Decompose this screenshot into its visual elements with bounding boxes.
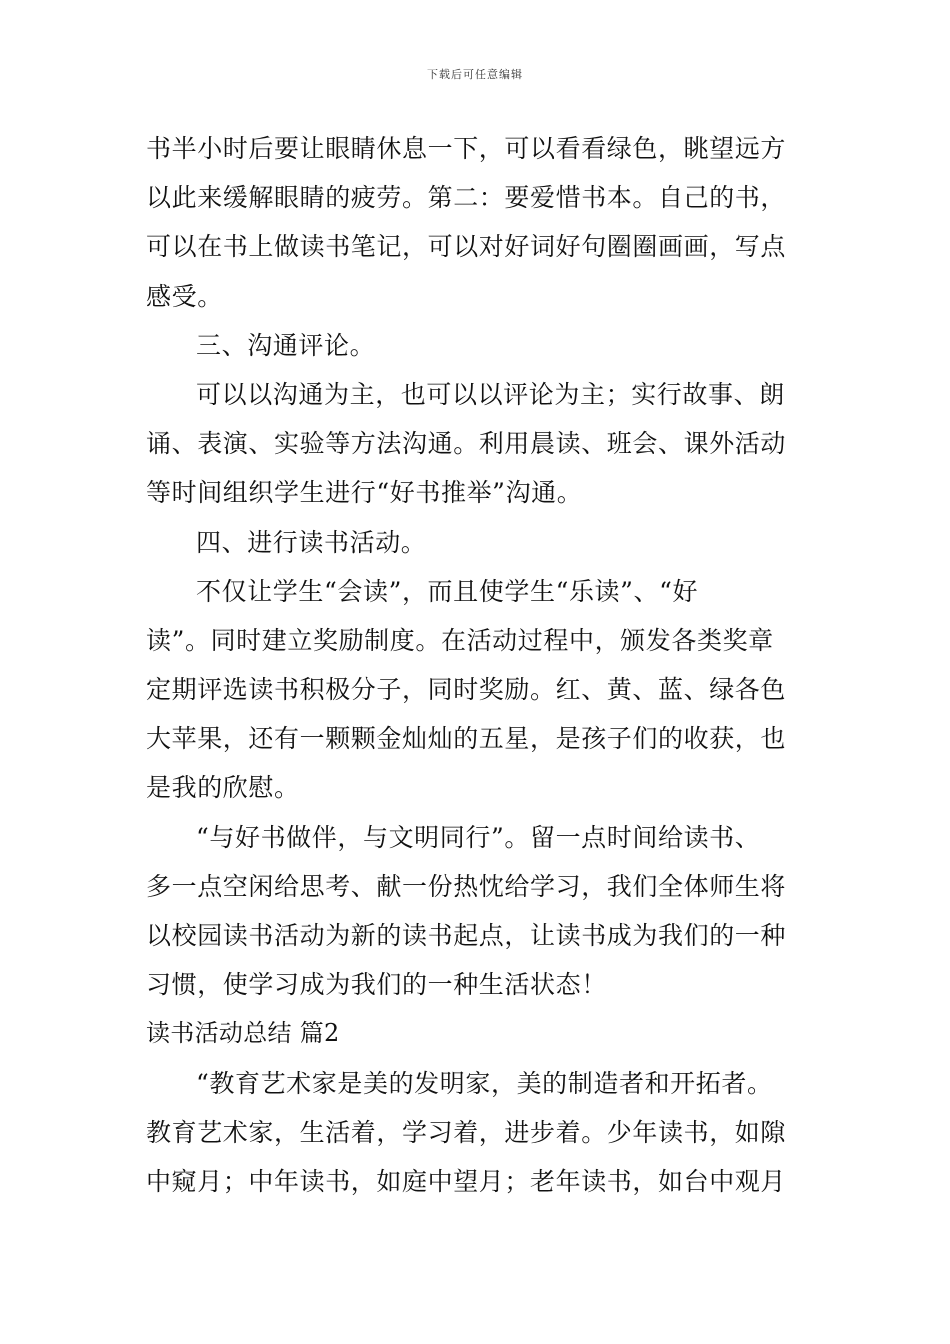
text-line: 中窥月；中年读书，如庭中望月；老年读书，如台中观月 (146, 1166, 787, 1196)
text-line: 等时间组织学生进行“好书推举”沟通。 (146, 478, 583, 508)
text-line: 以校园读书活动为新的读书起点，让读书成为我们的一种 (146, 921, 787, 950)
text-line: 可以在书上做读书笔记，可以对好词好句圈圈画画，写点 (146, 232, 787, 262)
text-line: 书半小时后要让眼睛休息一下，可以看看绿色，眺望远方 (146, 134, 787, 163)
text-line: 感受。 (146, 281, 223, 311)
text-line: “教育艺术家是美的发明家，美的制造者和开拓者。 (196, 1068, 773, 1098)
text-line: 读”。同时建立奖励制度。在活动过程中，颁发各类奖章 (146, 625, 774, 655)
document-body (146, 124, 806, 1206)
text-line: 是我的欣慰。 (146, 773, 300, 803)
text-line: 教育艺术家，生活着，学习着，进步着。少年读书，如隙 (146, 1117, 787, 1147)
article-title: 读书活动总结 篇2 (146, 1019, 340, 1048)
text-line: 定期评选读书积极分子，同时奖励。红、黄、蓝、绿各色 (146, 675, 787, 705)
section-heading: 四、进行读书活动。 (196, 527, 427, 557)
text-line: 可以以沟通为主，也可以以评论为主；实行故事、朗 (196, 379, 785, 409)
text-line: 多一点空闲给思考、献一份热忱给学习，我们全体师生将 (146, 871, 787, 901)
text-line: 习惯，使学习成为我们的一种生活状态！ (146, 970, 607, 1000)
text-line: 不仅让学生“会读”，而且使学生“乐读”、“好 (196, 576, 699, 606)
text-line: 大苹果，还有一颗颗金灿灿的五星，是孩子们的收获，也 (146, 724, 787, 754)
text-line: 以此来缓解眼睛的疲劳。第二：要爱惜书本。自己的书， (146, 183, 787, 213)
section-heading: 三、沟通评论。 (196, 330, 376, 360)
text-line: “与好书做伴，与文明同行”。留一点时间给读书、 (196, 822, 761, 852)
text-line: 诵、表演、实验等方法沟通。利用晨读、班会、课外活动 (146, 429, 787, 459)
page-header: 下载后可任意编辑 (427, 68, 523, 81)
